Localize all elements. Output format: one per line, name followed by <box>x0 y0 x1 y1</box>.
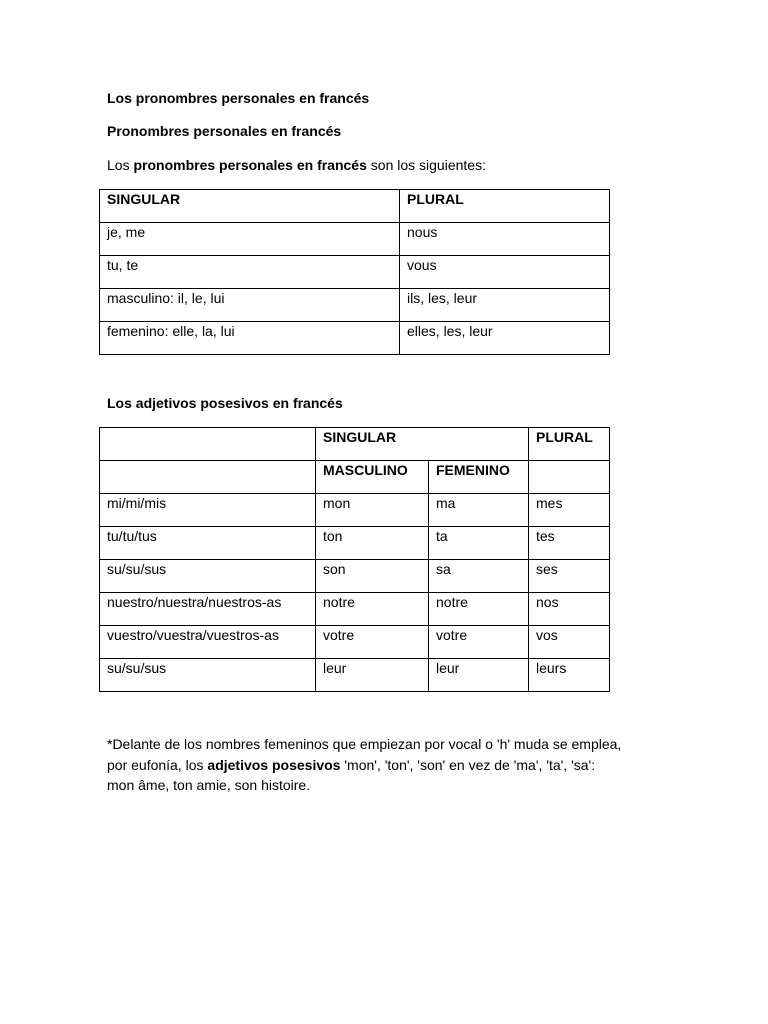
table-cell: nous <box>400 223 610 256</box>
table-cell: mes <box>529 494 610 527</box>
table-cell: femenino: elle, la, lui <box>100 322 400 355</box>
table-row <box>100 322 610 355</box>
table-cell: tu, te <box>100 256 400 289</box>
footnote-line-1: *Delante de los nombres femeninos que empiezan por vocal o 'h' muda se emplea, <box>107 736 622 752</box>
table-cell: votre <box>429 626 529 659</box>
table-cell: je, me <box>100 223 400 256</box>
header-cell-plural: PLURAL <box>529 428 610 461</box>
table-cell: mi/mi/mis <box>100 494 316 527</box>
table-cell: son <box>316 560 429 593</box>
table-cell: mon <box>316 494 429 527</box>
table-cell: leurs <box>529 659 610 692</box>
header-cell-singular: SINGULAR <box>316 428 529 461</box>
table-cell: nos <box>529 593 610 626</box>
header-cell-singular: SINGULAR <box>100 190 400 223</box>
table-cell: su/su/sus <box>100 659 316 692</box>
table-row <box>100 659 610 692</box>
table-row <box>100 593 610 626</box>
intro-text-before: Los <box>107 157 134 173</box>
header-cell-plural: PLURAL <box>400 190 610 223</box>
table-cell: su/su/sus <box>100 560 316 593</box>
table-header-row <box>100 428 610 461</box>
table-cell: ils, les, leur <box>400 289 610 322</box>
table-cell: ses <box>529 560 610 593</box>
footnote-line-2-bold: adjetivos posesivos <box>207 756 341 773</box>
table-subheader-row <box>100 461 610 494</box>
table-cell: ma <box>429 494 529 527</box>
subheader-cell-empty <box>100 461 316 494</box>
footnote-line-2-after: 'mon', 'ton', 'son' en vez de 'ma', 'ta', 'sa': <box>340 756 596 773</box>
header-cell-empty <box>100 428 316 461</box>
table-cell: tes <box>529 527 610 560</box>
table-cell: votre <box>316 626 429 659</box>
table-cell: vuestro/vuestra/vuestros-as <box>100 626 316 659</box>
section-title-possessives: Los adjetivos posesivos en francés <box>107 395 343 411</box>
table-cell: leur <box>429 659 529 692</box>
intro-text-after: son los siguientes: <box>366 157 486 173</box>
table-row <box>100 223 610 256</box>
table-row <box>100 289 610 322</box>
table-row <box>100 494 610 527</box>
table-cell: tu/tu/tus <box>100 527 316 560</box>
footnote-line-2-before: por eufonía, los <box>107 756 208 773</box>
table-row <box>100 527 610 560</box>
intro-text-bold: pronombres personales en francés <box>133 157 367 173</box>
table-row <box>100 626 610 659</box>
table-cell: ton <box>316 527 429 560</box>
intro-paragraph <box>107 156 486 174</box>
section-title-pronouns: Pronombres personales en francés <box>107 123 342 139</box>
personal-pronouns-table <box>99 189 610 355</box>
table-cell: vos <box>529 626 610 659</box>
subheader-cell-femenino: FEMENINO <box>429 461 529 494</box>
subheader-cell-masculino: MASCULINO <box>316 461 429 494</box>
footnote-line-3: mon âme, ton amie, son histoire. <box>107 777 311 793</box>
table-cell: elles, les, leur <box>400 322 610 355</box>
footnote <box>107 734 687 796</box>
table-cell: vous <box>400 256 610 289</box>
document-title: Los pronombres personales en francés <box>107 90 370 106</box>
possessive-adjectives-table <box>99 427 610 692</box>
table-cell: leur <box>316 659 429 692</box>
subheader-cell-empty <box>529 461 610 494</box>
table-cell: sa <box>429 560 529 593</box>
table-cell: nuestro/nuestra/nuestros-as <box>100 593 316 626</box>
table-cell: ta <box>429 527 529 560</box>
table-cell: notre <box>429 593 529 626</box>
table-cell: masculino: il, le, lui <box>100 289 400 322</box>
table-row <box>100 256 610 289</box>
table-row <box>100 560 610 593</box>
table-header-row <box>100 190 610 223</box>
table-cell: notre <box>316 593 429 626</box>
